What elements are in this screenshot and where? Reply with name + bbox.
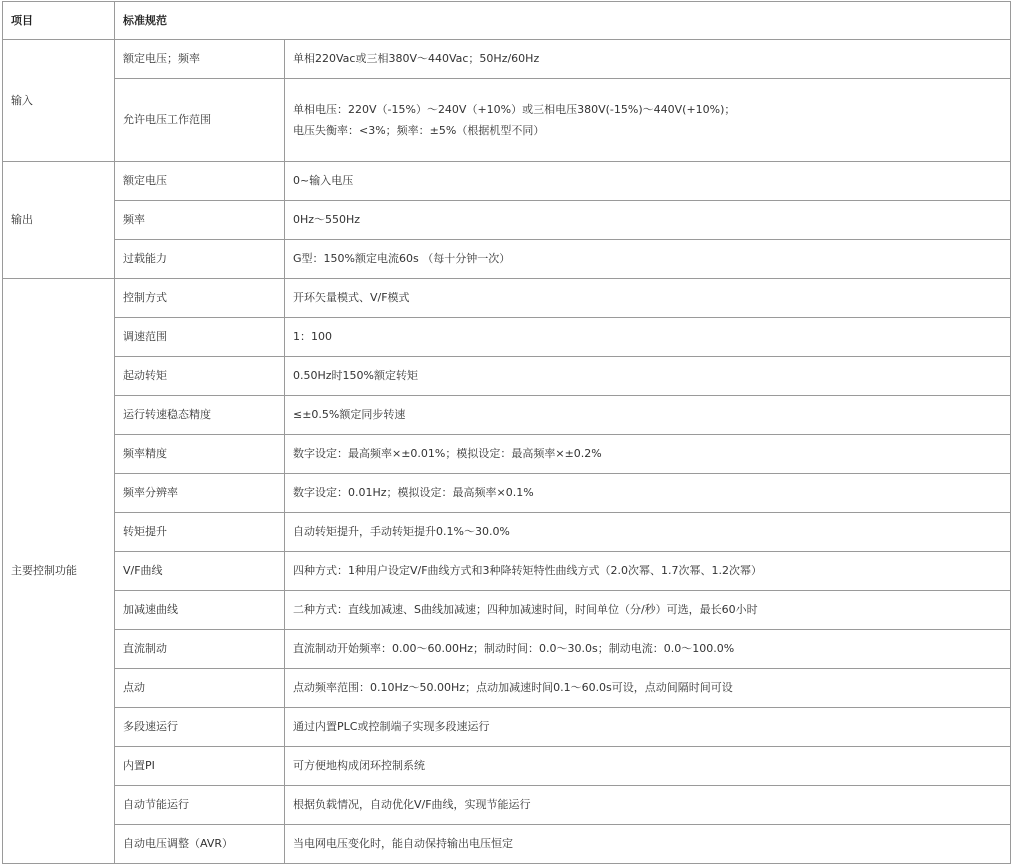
param-name: 频率精度: [115, 435, 285, 474]
param-name: 转矩提升: [115, 513, 285, 552]
param-name: 直流制动: [115, 630, 285, 669]
param-name: 控制方式: [115, 279, 285, 318]
param-name: 频率分辨率: [115, 474, 285, 513]
header-row: [3, 2, 1011, 40]
param-name: 起动转矩: [115, 357, 285, 396]
table-row: [3, 201, 1011, 240]
table-row: [3, 747, 1011, 786]
param-name: 过载能力: [115, 240, 285, 279]
param-value: 0Hz～550Hz: [285, 201, 1011, 240]
table-row: [3, 240, 1011, 279]
table-row: [3, 474, 1011, 513]
param-name: 内置PI: [115, 747, 285, 786]
param-value: 1：100: [285, 318, 1011, 357]
param-name: 点动: [115, 669, 285, 708]
table-row: [3, 786, 1011, 825]
param-name: V/F曲线: [115, 552, 285, 591]
param-value: 0~输入电压: [285, 162, 1011, 201]
param-name: 多段速运行: [115, 708, 285, 747]
param-name: 加减速曲线: [115, 591, 285, 630]
table-row: [3, 396, 1011, 435]
param-value: 数字设定：最高频率×±0.01%；模拟设定：最高频率×±0.2%: [285, 435, 1011, 474]
param-value: 点动频率范围：0.10Hz～50.00Hz；点动加减速时间0.1～60.0s可设，点动间隔时间可设: [285, 669, 1011, 708]
param-name: 额定电压；频率: [115, 40, 285, 79]
table-row: [3, 435, 1011, 474]
param-name: 自动电压调整（AVR）: [115, 825, 285, 864]
param-name: 频率: [115, 201, 285, 240]
param-value-line: 单相电压：220V（-15%）～240V（+10%）或三相电压380V(-15%)～440V(+10%)；: [293, 103, 736, 116]
group-label-control: 主要控制功能: [3, 279, 115, 864]
param-value: 开环矢量模式、V/F模式: [285, 279, 1011, 318]
table-row: [3, 708, 1011, 747]
spec-table: [2, 1, 1011, 864]
table-row: [3, 513, 1011, 552]
table-row: [3, 669, 1011, 708]
table-row: [3, 279, 1011, 318]
param-value-line: 电压失衡率：<3%；频率：±5%（根据机型不同）: [293, 124, 545, 137]
param-value: [285, 79, 1011, 162]
table-row: [3, 630, 1011, 669]
param-value: 当电网电压变化时，能自动保持输出电压恒定: [285, 825, 1011, 864]
param-name: 调速范围: [115, 318, 285, 357]
param-value: 可方便地构成闭环控制系统: [285, 747, 1011, 786]
table-row: [3, 357, 1011, 396]
table-row: [3, 318, 1011, 357]
param-value: ≤±0.5%额定同步转速: [285, 396, 1011, 435]
param-value: 直流制动开始频率：0.00～60.00Hz；制动时间：0.0～30.0s；制动电流：0.0～100.0%: [285, 630, 1011, 669]
param-value: 自动转矩提升，手动转矩提升0.1%～30.0%: [285, 513, 1011, 552]
param-value: 0.50Hz时150%额定转矩: [285, 357, 1011, 396]
table-row: [3, 40, 1011, 79]
param-value: 单相220Vac或三相380V～440Vac；50Hz/60Hz: [285, 40, 1011, 79]
table-row: [3, 79, 1011, 162]
param-name: 允许电压工作范围: [115, 79, 285, 162]
param-value: 四种方式：1种用户设定V/F曲线方式和3种降转矩特性曲线方式（2.0次幂、1.7次幂、1.2次幂）: [285, 552, 1011, 591]
param-name: 额定电压: [115, 162, 285, 201]
group-label-output: 输出: [3, 162, 115, 279]
param-value: 数字设定：0.01Hz；模拟设定：最高频率×0.1%: [285, 474, 1011, 513]
param-name: 运行转速稳态精度: [115, 396, 285, 435]
table-row: [3, 552, 1011, 591]
header-spec: 标准规范: [115, 2, 1011, 40]
param-value: 二种方式：直线加减速、S曲线加减速；四种加减速时间，时间单位（分/秒）可选，最长60小时: [285, 591, 1011, 630]
table-row: [3, 825, 1011, 864]
table-row: [3, 591, 1011, 630]
param-value: 通过内置PLC或控制端子实现多段速运行: [285, 708, 1011, 747]
param-value: 根据负载情况，自动优化V/F曲线，实现节能运行: [285, 786, 1011, 825]
param-name: 自动节能运行: [115, 786, 285, 825]
header-item: 项目: [3, 2, 115, 40]
table-row: [3, 162, 1011, 201]
param-value: G型：150%额定电流60s （每十分钟一次）: [285, 240, 1011, 279]
group-label-input: 输入: [3, 40, 115, 162]
